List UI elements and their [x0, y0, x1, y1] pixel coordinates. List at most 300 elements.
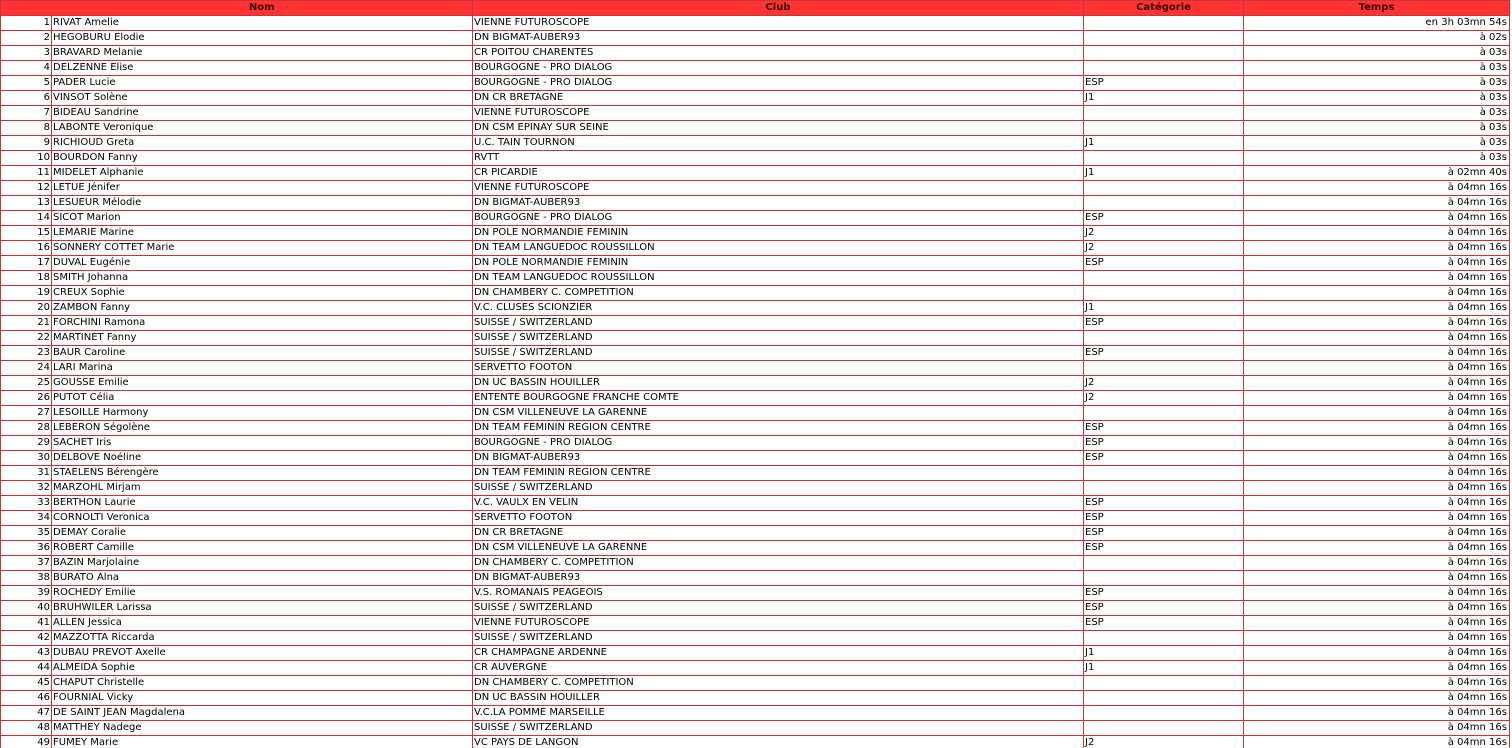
cell-categorie: ESP [1084, 451, 1244, 466]
results-body [1, 16, 1510, 748]
cell-club: VIENNE FUTUROSCOPE [473, 616, 1084, 631]
table-row [1, 526, 1510, 541]
table-row [1, 151, 1510, 166]
cell-nom: DELZENNE Elise [52, 61, 473, 76]
cell-rank: 49 [1, 736, 52, 748]
cell-nom: DUVAL Eugénie [52, 256, 473, 271]
cell-categorie [1084, 481, 1244, 496]
cell-club: DN CSM VILLENEUVE LA GARENNE [473, 406, 1084, 421]
cell-nom: BURATO Alna [52, 571, 473, 586]
cell-nom: MAZZOTTA Riccarda [52, 631, 473, 646]
cell-temps: à 03s [1244, 46, 1510, 61]
table-row [1, 346, 1510, 361]
header-rank [1, 1, 52, 16]
cell-club: DN CSM EPINAY SUR SEINE [473, 121, 1084, 136]
cell-club: BOURGOGNE - PRO DIALOG [473, 61, 1084, 76]
table-row [1, 586, 1510, 601]
cell-club: DN BIGMAT-AUBER93 [473, 196, 1084, 211]
cell-categorie: J2 [1084, 376, 1244, 391]
cell-club: DN TEAM LANGUEDOC ROUSSILLON [473, 241, 1084, 256]
cell-nom: PADER Lucie [52, 76, 473, 91]
table-row [1, 721, 1510, 736]
cell-club: SUISSE / SWITZERLAND [473, 721, 1084, 736]
cell-nom: ROCHEDY Emilie [52, 586, 473, 601]
cell-club: VIENNE FUTUROSCOPE [473, 181, 1084, 196]
cell-nom: BRAVARD Melanie [52, 46, 473, 61]
cell-nom: ALLEN Jessica [52, 616, 473, 631]
cell-club: SERVETTO FOOTON [473, 361, 1084, 376]
cell-nom: LEMARIE Marine [52, 226, 473, 241]
cell-rank: 8 [1, 121, 52, 136]
table-row [1, 301, 1510, 316]
table-row [1, 106, 1510, 121]
cell-categorie: J2 [1084, 226, 1244, 241]
cell-club: DN CHAMBERY C. COMPETITION [473, 676, 1084, 691]
cell-temps: à 02mn 40s [1244, 166, 1510, 181]
cell-rank: 22 [1, 331, 52, 346]
cell-temps: à 04mn 16s [1244, 511, 1510, 526]
cell-nom: RICHIOUD Greta [52, 136, 473, 151]
cell-nom: BRUHWILER Larissa [52, 601, 473, 616]
cell-categorie [1084, 16, 1244, 31]
cell-temps: à 04mn 16s [1244, 196, 1510, 211]
table-row [1, 121, 1510, 136]
cell-temps: à 04mn 16s [1244, 526, 1510, 541]
header-row [1, 1, 1510, 16]
cell-club: CR CHAMPAGNE ARDENNE [473, 646, 1084, 661]
cell-categorie: ESP [1084, 211, 1244, 226]
cell-nom: DE SAINT JEAN Magdalena [52, 706, 473, 721]
cell-rank: 38 [1, 571, 52, 586]
cell-nom: LABONTE Veronique [52, 121, 473, 136]
cell-rank: 45 [1, 676, 52, 691]
cell-nom: FORCHINI Ramona [52, 316, 473, 331]
table-row [1, 496, 1510, 511]
cell-club: DN UC BASSIN HOUILLER [473, 691, 1084, 706]
cell-rank: 39 [1, 586, 52, 601]
cell-club: SUISSE / SWITZERLAND [473, 601, 1084, 616]
cell-rank: 37 [1, 556, 52, 571]
cell-club: DN CHAMBERY C. COMPETITION [473, 286, 1084, 301]
cell-categorie [1084, 631, 1244, 646]
cell-nom: ZAMBON Fanny [52, 301, 473, 316]
cell-nom: ROBERT Camille [52, 541, 473, 556]
cell-club: ENTENTE BOURGOGNE FRANCHE COMTE [473, 391, 1084, 406]
cell-temps: à 04mn 16s [1244, 661, 1510, 676]
cell-club: VIENNE FUTUROSCOPE [473, 16, 1084, 31]
cell-nom: BOURDON Fanny [52, 151, 473, 166]
table-row [1, 61, 1510, 76]
table-row [1, 16, 1510, 31]
cell-categorie: ESP [1084, 586, 1244, 601]
cell-nom: CREUX Sophie [52, 286, 473, 301]
cell-temps: à 04mn 16s [1244, 466, 1510, 481]
cell-temps: à 03s [1244, 76, 1510, 91]
table-row [1, 31, 1510, 46]
header-nom: Nom [52, 1, 473, 16]
cell-rank: 40 [1, 601, 52, 616]
cell-nom: MARTINET Fanny [52, 331, 473, 346]
cell-nom: DUBAU PREVOT Axelle [52, 646, 473, 661]
cell-temps: à 04mn 16s [1244, 541, 1510, 556]
cell-club: DN CR BRETAGNE [473, 91, 1084, 106]
cell-temps: à 04mn 16s [1244, 481, 1510, 496]
cell-nom: LETUE Jénifer [52, 181, 473, 196]
table-row [1, 76, 1510, 91]
cell-nom: MIDELET Alphanie [52, 166, 473, 181]
cell-rank: 25 [1, 376, 52, 391]
cell-club: RVTT [473, 151, 1084, 166]
cell-rank: 10 [1, 151, 52, 166]
cell-temps: à 04mn 16s [1244, 331, 1510, 346]
cell-temps: à 04mn 16s [1244, 391, 1510, 406]
cell-nom: VINSOT Solène [52, 91, 473, 106]
cell-club: VC PAYS DE LANGON [473, 736, 1084, 748]
cell-club: DN CHAMBERY C. COMPETITION [473, 556, 1084, 571]
cell-rank: 9 [1, 136, 52, 151]
cell-categorie: J2 [1084, 391, 1244, 406]
cell-rank: 41 [1, 616, 52, 631]
table-row [1, 226, 1510, 241]
cell-nom: FOURNIAL Vicky [52, 691, 473, 706]
table-row [1, 466, 1510, 481]
cell-rank: 4 [1, 61, 52, 76]
cell-temps: à 04mn 16s [1244, 346, 1510, 361]
cell-categorie: J2 [1084, 736, 1244, 748]
cell-nom: CHAPUT Christelle [52, 676, 473, 691]
table-row [1, 256, 1510, 271]
table-row [1, 376, 1510, 391]
header-club: Club [473, 1, 1084, 16]
cell-nom: MATTHEY Nadege [52, 721, 473, 736]
cell-rank: 28 [1, 421, 52, 436]
cell-categorie [1084, 121, 1244, 136]
cell-rank: 7 [1, 106, 52, 121]
table-row [1, 451, 1510, 466]
cell-club: SUISSE / SWITZERLAND [473, 346, 1084, 361]
cell-rank: 44 [1, 661, 52, 676]
cell-club: DN TEAM FEMININ REGION CENTRE [473, 466, 1084, 481]
cell-club: V.C. VAULX EN VELIN [473, 496, 1084, 511]
cell-categorie [1084, 106, 1244, 121]
cell-rank: 36 [1, 541, 52, 556]
table-row [1, 631, 1510, 646]
cell-club: CR POITOU CHARENTES [473, 46, 1084, 61]
cell-club: V.C. CLUSES SCIONZIER [473, 301, 1084, 316]
table-row [1, 181, 1510, 196]
cell-rank: 23 [1, 346, 52, 361]
table-row [1, 46, 1510, 61]
cell-rank: 34 [1, 511, 52, 526]
table-row [1, 241, 1510, 256]
cell-nom: BERTHON Laurie [52, 496, 473, 511]
cell-rank: 11 [1, 166, 52, 181]
cell-temps: à 04mn 16s [1244, 376, 1510, 391]
cell-nom: STAELENS Bérengère [52, 466, 473, 481]
cell-club: DN BIGMAT-AUBER93 [473, 571, 1084, 586]
cell-categorie [1084, 556, 1244, 571]
cell-club: BOURGOGNE - PRO DIALOG [473, 76, 1084, 91]
cell-club: SUISSE / SWITZERLAND [473, 331, 1084, 346]
table-row [1, 361, 1510, 376]
cell-club: DN POLE NORMANDIE FEMININ [473, 256, 1084, 271]
cell-categorie: J1 [1084, 166, 1244, 181]
cell-rank: 46 [1, 691, 52, 706]
cell-club: V.C.LA POMME MARSEILLE [473, 706, 1084, 721]
cell-temps: à 04mn 16s [1244, 286, 1510, 301]
cell-categorie [1084, 331, 1244, 346]
cell-categorie: J1 [1084, 301, 1244, 316]
cell-categorie [1084, 571, 1244, 586]
cell-nom: BAZIN Marjolaine [52, 556, 473, 571]
cell-temps: à 04mn 16s [1244, 421, 1510, 436]
cell-rank: 20 [1, 301, 52, 316]
cell-rank: 32 [1, 481, 52, 496]
table-row [1, 556, 1510, 571]
table-row [1, 511, 1510, 526]
table-row [1, 736, 1510, 748]
cell-categorie: ESP [1084, 541, 1244, 556]
cell-nom: SMITH Johanna [52, 271, 473, 286]
cell-nom: DEMAY Coralie [52, 526, 473, 541]
table-row [1, 646, 1510, 661]
table-row [1, 481, 1510, 496]
cell-nom: PUTOT Célia [52, 391, 473, 406]
cell-club: DN BIGMAT-AUBER93 [473, 31, 1084, 46]
table-row [1, 271, 1510, 286]
cell-rank: 1 [1, 16, 52, 31]
cell-categorie [1084, 721, 1244, 736]
cell-temps: à 04mn 16s [1244, 211, 1510, 226]
cell-temps: à 04mn 16s [1244, 556, 1510, 571]
cell-categorie: J1 [1084, 646, 1244, 661]
cell-rank: 43 [1, 646, 52, 661]
table-row [1, 661, 1510, 676]
table-row [1, 91, 1510, 106]
table-row [1, 541, 1510, 556]
table-row [1, 436, 1510, 451]
table-row [1, 406, 1510, 421]
cell-rank: 12 [1, 181, 52, 196]
table-row [1, 211, 1510, 226]
table-row [1, 571, 1510, 586]
cell-club: V.S. ROMANAIS PEAGEOIS [473, 586, 1084, 601]
cell-rank: 42 [1, 631, 52, 646]
cell-club: SUISSE / SWITZERLAND [473, 631, 1084, 646]
cell-nom: DELBOVE Noéline [52, 451, 473, 466]
cell-categorie [1084, 196, 1244, 211]
cell-rank: 13 [1, 196, 52, 211]
cell-nom: LARI Marina [52, 361, 473, 376]
cell-temps: à 03s [1244, 121, 1510, 136]
cell-rank: 26 [1, 391, 52, 406]
cell-temps: à 04mn 16s [1244, 226, 1510, 241]
cell-categorie [1084, 691, 1244, 706]
cell-categorie: ESP [1084, 436, 1244, 451]
cell-temps: à 04mn 16s [1244, 616, 1510, 631]
cell-categorie: J1 [1084, 91, 1244, 106]
cell-temps: à 03s [1244, 61, 1510, 76]
cell-club: CR AUVERGNE [473, 661, 1084, 676]
table-row [1, 676, 1510, 691]
cell-rank: 31 [1, 466, 52, 481]
cell-rank: 21 [1, 316, 52, 331]
cell-rank: 16 [1, 241, 52, 256]
cell-club: DN UC BASSIN HOUILLER [473, 376, 1084, 391]
cell-temps: à 04mn 16s [1244, 361, 1510, 376]
cell-temps: à 04mn 16s [1244, 406, 1510, 421]
table-row [1, 616, 1510, 631]
cell-club: SERVETTO FOOTON [473, 511, 1084, 526]
cell-temps: à 04mn 16s [1244, 451, 1510, 466]
cell-nom: GOUSSE Emilie [52, 376, 473, 391]
cell-nom: HEGOBURU Elodie [52, 31, 473, 46]
cell-temps: à 04mn 16s [1244, 271, 1510, 286]
cell-temps: à 04mn 16s [1244, 736, 1510, 748]
table-row [1, 391, 1510, 406]
cell-nom: LEBERON Ségolène [52, 421, 473, 436]
cell-club: U.C. TAIN TOURNON [473, 136, 1084, 151]
cell-categorie [1084, 46, 1244, 61]
cell-nom: RIVAT Amelie [52, 16, 473, 31]
cell-rank: 24 [1, 361, 52, 376]
cell-categorie: J2 [1084, 241, 1244, 256]
cell-categorie [1084, 361, 1244, 376]
cell-temps: à 04mn 16s [1244, 706, 1510, 721]
cell-categorie: ESP [1084, 346, 1244, 361]
cell-categorie: ESP [1084, 511, 1244, 526]
cell-club: BOURGOGNE - PRO DIALOG [473, 436, 1084, 451]
table-row [1, 286, 1510, 301]
cell-temps: à 03s [1244, 136, 1510, 151]
cell-temps: à 04mn 16s [1244, 256, 1510, 271]
cell-temps: à 04mn 16s [1244, 631, 1510, 646]
cell-rank: 35 [1, 526, 52, 541]
cell-categorie: ESP [1084, 256, 1244, 271]
cell-rank: 19 [1, 286, 52, 301]
cell-club: DN TEAM LANGUEDOC ROUSSILLON [473, 271, 1084, 286]
cell-rank: 5 [1, 76, 52, 91]
cell-club: DN BIGMAT-AUBER93 [473, 451, 1084, 466]
cell-club: SUISSE / SWITZERLAND [473, 316, 1084, 331]
cell-temps: en 3h 03mn 54s [1244, 16, 1510, 31]
cell-club: DN CR BRETAGNE [473, 526, 1084, 541]
cell-categorie: J1 [1084, 136, 1244, 151]
cell-temps: à 04mn 16s [1244, 436, 1510, 451]
cell-club: BOURGOGNE - PRO DIALOG [473, 211, 1084, 226]
cell-nom: SACHET Iris [52, 436, 473, 451]
cell-rank: 33 [1, 496, 52, 511]
cell-nom: LESOILLE Harmony [52, 406, 473, 421]
cell-rank: 3 [1, 46, 52, 61]
cell-temps: à 04mn 16s [1244, 181, 1510, 196]
cell-categorie [1084, 181, 1244, 196]
cell-categorie [1084, 286, 1244, 301]
cell-temps: à 04mn 16s [1244, 601, 1510, 616]
cell-categorie: ESP [1084, 526, 1244, 541]
cell-rank: 29 [1, 436, 52, 451]
cell-nom: BAUR Caroline [52, 346, 473, 361]
cell-temps: à 04mn 16s [1244, 586, 1510, 601]
cell-categorie: ESP [1084, 421, 1244, 436]
cell-club: DN POLE NORMANDIE FEMININ [473, 226, 1084, 241]
header-categorie: Catégorie [1084, 1, 1244, 16]
cell-club: CR PICARDIE [473, 166, 1084, 181]
table-row [1, 166, 1510, 181]
cell-nom: CORNOLTI Veronica [52, 511, 473, 526]
cell-temps: à 04mn 16s [1244, 316, 1510, 331]
cell-categorie [1084, 31, 1244, 46]
cell-temps: à 04mn 16s [1244, 496, 1510, 511]
table-row [1, 136, 1510, 151]
cell-nom: LESUEUR Mélodie [52, 196, 473, 211]
table-row [1, 196, 1510, 211]
results-header [1, 1, 1510, 16]
cell-temps: à 04mn 16s [1244, 676, 1510, 691]
cell-nom: MARZOHL Mirjam [52, 481, 473, 496]
cell-temps: à 04mn 16s [1244, 241, 1510, 256]
cell-rank: 6 [1, 91, 52, 106]
cell-categorie: ESP [1084, 316, 1244, 331]
cell-club: DN CSM VILLENEUVE LA GARENNE [473, 541, 1084, 556]
cell-categorie [1084, 271, 1244, 286]
cell-categorie: ESP [1084, 601, 1244, 616]
cell-categorie: ESP [1084, 616, 1244, 631]
cell-temps: à 03s [1244, 106, 1510, 121]
cell-categorie [1084, 676, 1244, 691]
cell-rank: 2 [1, 31, 52, 46]
cell-categorie: ESP [1084, 496, 1244, 511]
table-row [1, 316, 1510, 331]
table-row [1, 691, 1510, 706]
cell-temps: à 04mn 16s [1244, 646, 1510, 661]
cell-categorie [1084, 61, 1244, 76]
cell-rank: 48 [1, 721, 52, 736]
cell-temps: à 03s [1244, 151, 1510, 166]
cell-nom: SICOT Marion [52, 211, 473, 226]
cell-categorie [1084, 706, 1244, 721]
cell-temps: à 02s [1244, 31, 1510, 46]
cell-rank: 47 [1, 706, 52, 721]
cell-temps: à 04mn 16s [1244, 721, 1510, 736]
cell-rank: 27 [1, 406, 52, 421]
cell-club: DN TEAM FEMININ REGION CENTRE [473, 421, 1084, 436]
cell-temps: à 04mn 16s [1244, 301, 1510, 316]
header-temps: Temps [1244, 1, 1510, 16]
table-row [1, 706, 1510, 721]
cell-categorie: J1 [1084, 661, 1244, 676]
table-row [1, 331, 1510, 346]
cell-categorie: ESP [1084, 76, 1244, 91]
cell-categorie [1084, 406, 1244, 421]
cell-nom: FUMEY Marie [52, 736, 473, 748]
cell-club: SUISSE / SWITZERLAND [473, 481, 1084, 496]
cell-temps: à 04mn 16s [1244, 691, 1510, 706]
table-row [1, 601, 1510, 616]
cell-temps: à 03s [1244, 91, 1510, 106]
table-row [1, 421, 1510, 436]
cell-rank: 15 [1, 226, 52, 241]
cell-categorie [1084, 466, 1244, 481]
cell-rank: 14 [1, 211, 52, 226]
cell-club: VIENNE FUTUROSCOPE [473, 106, 1084, 121]
cell-temps: à 04mn 16s [1244, 571, 1510, 586]
cell-nom: ALMEIDA Sophie [52, 661, 473, 676]
cell-categorie [1084, 151, 1244, 166]
cell-rank: 30 [1, 451, 52, 466]
cell-rank: 17 [1, 256, 52, 271]
cell-nom: BIDEAU Sandrine [52, 106, 473, 121]
